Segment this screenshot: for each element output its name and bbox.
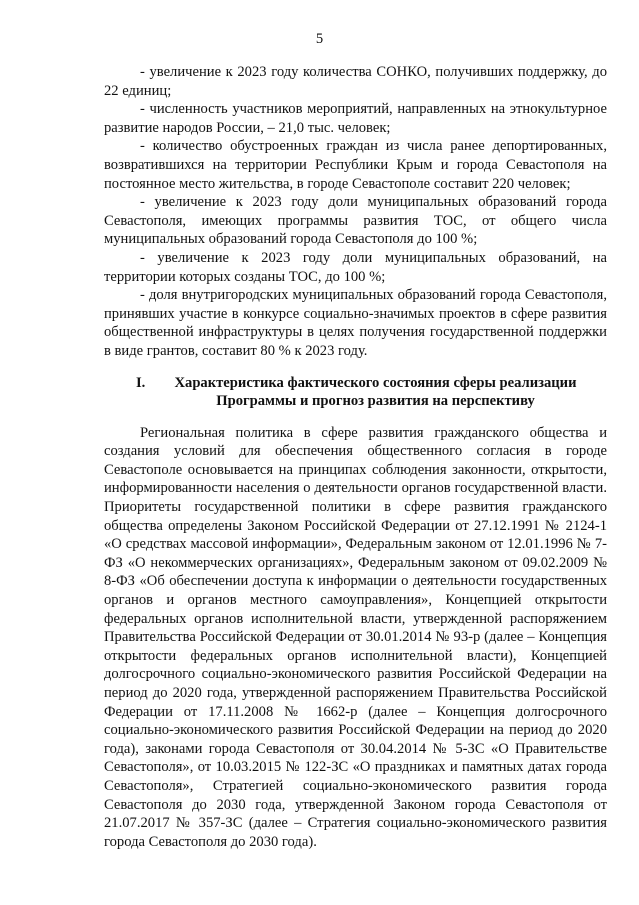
document-body bbox=[104, 63, 607, 851]
bullet-item: - количество обустроенных граждан из числа ранее депортированных, возвратившихся на территории Республики Крым и города Севастополя на постоянное место жительства, в городе Севастополе составит 220 человек; bbox=[104, 138, 607, 192]
section-title: Характеристика фактического состояния сферы реализации Программы и прогноз развития на перспективу bbox=[174, 374, 577, 410]
bullet-item: - увеличение к 2023 году доли муниципальных образований, на территории которых созданы ТОС, до 100 %; bbox=[104, 249, 607, 285]
bullet-item: - доля внутригородских муниципальных образований города Севастополя, принявших участие в конкурсе социально-значимых проектов в сфере развития общественной инфраструктуры в целях получения государственной поддержки в виде грантов, составит 80 % к 2023 году. bbox=[104, 287, 607, 359]
bullet-item: - численность участников мероприятий, направленных на этнокультурное развитие народов России, – 21,0 тыс. человек; bbox=[104, 101, 607, 136]
section-heading bbox=[104, 374, 607, 411]
section-number: I. bbox=[136, 374, 146, 391]
page-number: 5 bbox=[315, 31, 324, 47]
main-paragraph: Региональная политика в сфере развития гражданского общества и создания условий для обеспечения общественного согласия в городе Севастополе основывается на принципах соблюдения законности, открытости, информированности населения о деятельности органов государственной власти. Приоритеты государственной политики в сфере развития гражданского общества определены Законом Российской Федерации от 27.12.1991 № 2124-1 «О средствах массовой информации», Федеральным законом от 12.01.1996 № 7-ФЗ «О некоммерческих организациях», Федеральным законом от 09.02.2009 № 8-ФЗ «Об обеспечении доступа к информации о деятельности государственных органов и органов местного самоуправления», Концепцией открытости федеральных органов исполнительной власти, утвержденной распоряжением Правительства Российской Федерации от 30.01.2014 № 93-р (далее – Концепция открытости федеральных органов исполнительной власти), Концепцией долгосрочного социально-экономического развития Российской Федерации на период до 2020 года, утвержденной распоряжением Правительства Российской Федерации от 17.11.2008 № 1662-р (далее – Концепция долгосрочного социально-экономического развития Российской Федерации на период до 2020 года), законами города Севастополя от 30.04.2014 № 5-ЗС «О Правительстве Севастополя», от 10.03.2015 № 122-ЗС «О праздниках и памятных датах города Севастополя», Стратегией социально-экономического развития города Севастополя до 2030 года, утвержденной Законом города Севастополя от 21.07.2017 № 357-ЗС (далее – Стратегия социально-экономического развития города Севастополя до 2030 года). bbox=[104, 424, 607, 850]
bullet-item: - увеличение к 2023 году доли муниципальных образований города Севастополя, имеющих программы развития ТОС, от общего числа муниципальных образований города Севастополя до 100 %; bbox=[104, 194, 607, 248]
bullet-item: - увеличение к 2023 году количества СОНКО, получивших поддержку, до 22 единиц; bbox=[104, 64, 607, 99]
